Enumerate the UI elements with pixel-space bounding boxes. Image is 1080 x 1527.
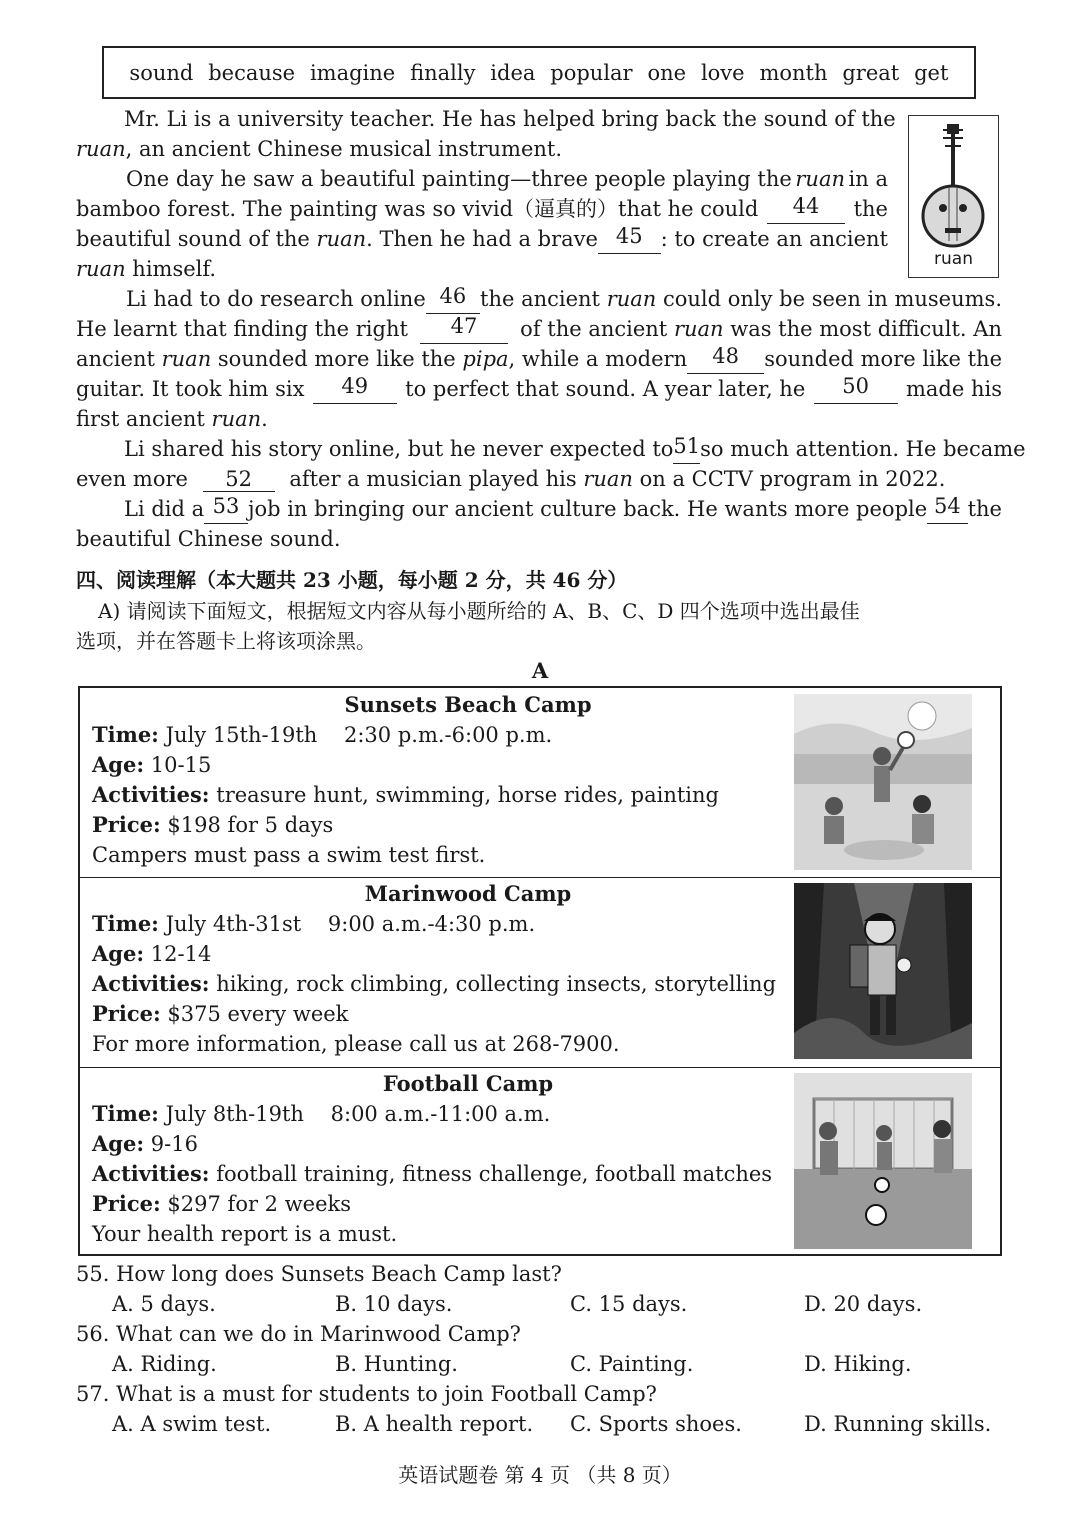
passage-italic: ruan [76, 257, 126, 281]
page-footer: 英语试题卷 第 4 页 （共 8 页） [398, 1463, 682, 1487]
passage-text: Li had to do research online [126, 287, 426, 311]
passage-text: himself. [132, 257, 217, 281]
passage-text: He learnt that finding the right [76, 317, 408, 341]
passage-line [76, 134, 562, 164]
field-label: Activities: [92, 971, 210, 996]
blank-52[interactable]: 52 [203, 467, 275, 492]
passage-line [124, 494, 1002, 524]
camp-price [92, 810, 333, 840]
field-label: Price: [92, 1191, 161, 1216]
passage-text: , an ancient Chinese musical instrument. [125, 137, 563, 161]
passage-line [126, 284, 1002, 314]
section-instruction: 选项，并在答题卡上将该项涂黑。 [76, 629, 376, 653]
passage-text: even more [76, 467, 188, 491]
passage-italic: ruan [161, 347, 212, 371]
option-c[interactable]: C. Sports shoes. [570, 1412, 742, 1436]
passage-text: the [967, 497, 1002, 521]
blank-46[interactable]: 46 [426, 284, 480, 314]
passage-text: guitar. It took him six [76, 377, 305, 401]
passage-italic: ruan [583, 467, 633, 491]
camp-row [80, 688, 1000, 878]
word-bank-item: month [759, 60, 828, 85]
passage-text: could only be seen in museums. [662, 287, 1002, 311]
passage-text: of the ancient [520, 317, 668, 341]
camp-price [92, 1189, 351, 1219]
field-label: Price: [92, 1001, 161, 1026]
passage-italic: ruan [606, 287, 657, 311]
field-label: Time: [92, 911, 159, 936]
field-value: July 15th-19th 2:30 p.m.-6:00 p.m. [165, 723, 553, 747]
passage-text: after a musician played his [289, 467, 577, 491]
field-label: Time: [92, 1101, 159, 1126]
camp-name: Football Camp [382, 1071, 554, 1096]
blank-54[interactable]: 54 [927, 494, 967, 524]
passage-text: was the most difficult. An [730, 317, 1002, 341]
passage-text: to perfect that sound. A year later, he [405, 377, 806, 401]
field-label: Age: [92, 752, 145, 777]
passage-line [76, 194, 888, 224]
passage-text: bamboo forest. The painting was so vivid（逼真的）that he could [76, 197, 759, 221]
passage-text: . Then he had a brave [366, 227, 598, 251]
question-56: 56. What can we do in Marinwood Camp? [76, 1322, 521, 1346]
passage-text: the ancient [480, 287, 600, 311]
field-value: 9-16 [150, 1132, 198, 1156]
word-bank-item: one [647, 60, 687, 85]
field-value: treasure hunt, swimming, horse rides, painting [216, 783, 719, 807]
passage-text: in a [848, 167, 888, 191]
passage-italic: ruan [316, 227, 367, 251]
field-label: Activities: [92, 1161, 210, 1186]
camp-age [92, 939, 211, 969]
passage-line [76, 254, 216, 284]
field-value: hiking, rock climbing, collecting insects, storytelling [216, 972, 777, 996]
field-value: July 8th-19th 8:00 a.m.-11:00 a.m. [165, 1102, 551, 1126]
passage-line [76, 524, 341, 554]
passage-text: Li shared his story online, but he never expected to [124, 437, 674, 461]
passage-italic: ruan [211, 407, 262, 431]
passage-text: : to create an ancient [660, 227, 888, 251]
passage-line [126, 164, 888, 194]
field-label: Time: [92, 722, 159, 747]
football-camp-image [794, 1073, 972, 1249]
field-value: $375 every week [167, 1002, 349, 1026]
word-bank-item: popular [550, 60, 633, 85]
passage-italic: ruan [673, 317, 724, 341]
passage-text: on a CCTV program in 2022. [639, 467, 946, 491]
camp-price [92, 999, 348, 1029]
passage-text: first ancient [76, 407, 205, 431]
section-instruction: A) 请阅读下面短文，根据短文内容从每小题所给的 A、B、C、D 四个选项中选出最佳 [98, 599, 860, 623]
option-a[interactable]: A. 5 days. [112, 1292, 216, 1316]
option-c[interactable]: C. Painting. [570, 1352, 694, 1376]
section-heading: 四、阅读理解（本大题共 23 小题，每小题 2 分，共 46 分） [76, 568, 628, 592]
beach-camp-image [794, 694, 972, 870]
field-label: Age: [92, 941, 145, 966]
camp-activities [92, 1159, 772, 1189]
part-label: A [531, 658, 549, 683]
option-a[interactable]: A. A swim test. [112, 1412, 272, 1436]
field-value: football training, fitness challenge, football matches [216, 1162, 773, 1186]
passage-text: sounded more like the [764, 347, 1002, 371]
word-bank-item: love [700, 60, 745, 85]
camp-table [78, 686, 1002, 1256]
passage-line [124, 434, 1026, 464]
ruan-icon [909, 116, 997, 251]
field-value: $198 for 5 days [167, 813, 334, 837]
passage-line [76, 344, 1002, 374]
field-value: July 4th-31st 9:00 a.m.-4:30 p.m. [165, 912, 536, 936]
passage-text: so much attention. He became [700, 437, 1026, 461]
word-bank [102, 46, 976, 99]
option-b[interactable]: B. A health report. [335, 1412, 534, 1436]
hiking-camp-image [794, 883, 972, 1059]
camp-note: Campers must pass a swim test first. [92, 843, 486, 867]
passage-text: Mr. Li is a university teacher. He has helped bring back the sound of the [124, 107, 896, 131]
blank-50[interactable]: 50 [814, 374, 898, 404]
passage-line [76, 314, 1002, 344]
field-label: Price: [92, 812, 161, 837]
passage-line [76, 374, 1002, 404]
passage-text: Li did a [124, 497, 205, 521]
blank-48[interactable]: 48 [687, 344, 764, 374]
ruan-illustration [908, 115, 999, 278]
passage-italic: ruan [76, 137, 126, 161]
word-bank-item: great [842, 60, 900, 85]
option-b[interactable]: B. 10 days. [335, 1292, 453, 1316]
passage-italic: ruan [795, 167, 845, 191]
question-55: 55. How long does Sunsets Beach Camp last? [76, 1262, 562, 1286]
word-bank-item: sound [129, 60, 194, 85]
blank-45[interactable]: 45 [598, 224, 661, 254]
field-value: 12-14 [150, 942, 212, 966]
camp-age [92, 750, 211, 780]
camp-age [92, 1129, 198, 1159]
passage-text: made his [905, 377, 1002, 401]
blank-53[interactable]: 53 [204, 494, 248, 524]
field-value: $297 for 2 weeks [167, 1192, 352, 1216]
blank-47[interactable]: 47 [420, 314, 508, 344]
word-bank-item: idea [490, 60, 536, 85]
passage-line [76, 224, 888, 254]
passage-text: , while a modern [508, 347, 688, 371]
passage-text: job in bringing our ancient culture back. He wants more people [247, 497, 928, 521]
field-label: Activities: [92, 782, 210, 807]
word-bank-item: finally [410, 60, 476, 85]
camp-row [80, 877, 1000, 1068]
option-c[interactable]: C. 15 days. [570, 1292, 688, 1316]
passage-text: sounded more like the [217, 347, 456, 371]
passage-text: One day he saw a beautiful painting—three people playing the [126, 167, 792, 191]
option-a[interactable]: A. Riding. [112, 1352, 217, 1376]
passage-text: beautiful Chinese sound. [76, 527, 341, 551]
passage-text: . [261, 407, 268, 431]
camp-note: For more information, please call us at 268-7900. [92, 1032, 620, 1056]
passage-text: beautiful sound of the [76, 227, 310, 251]
word-bank-item: get [914, 60, 949, 85]
blank-44[interactable]: 44 [767, 194, 845, 224]
camp-activities [92, 969, 776, 999]
passage-line [76, 404, 268, 434]
camp-note: Your health report is a must. [92, 1222, 398, 1246]
camp-time [92, 1099, 550, 1129]
word-bank-item: because [208, 60, 296, 85]
camp-row [80, 1067, 1000, 1254]
word-bank-item: imagine [309, 60, 396, 85]
passage-text: the [853, 197, 888, 221]
camp-name: Sunsets Beach Camp [344, 692, 592, 717]
blank-51[interactable]: 51 [673, 434, 700, 464]
option-d[interactable]: D. Running skills. [804, 1412, 992, 1436]
question-57: 57. What is a must for students to join Football Camp? [76, 1382, 657, 1406]
passage-line [76, 464, 945, 494]
camp-activities [92, 780, 719, 810]
option-b[interactable]: B. Hunting. [335, 1352, 458, 1376]
option-d[interactable]: D. 20 days. [804, 1292, 923, 1316]
field-value: 10-15 [150, 753, 212, 777]
blank-49[interactable]: 49 [313, 374, 397, 404]
passage-line [124, 104, 896, 134]
option-d[interactable]: D. Hiking. [804, 1352, 912, 1376]
passage-text: ancient [76, 347, 155, 371]
camp-time [92, 909, 535, 939]
passage-italic: pipa [462, 347, 509, 371]
camp-time [92, 720, 552, 750]
field-label: Age: [92, 1131, 145, 1156]
ruan-caption: ruan [934, 249, 973, 269]
camp-name: Marinwood Camp [364, 881, 572, 906]
